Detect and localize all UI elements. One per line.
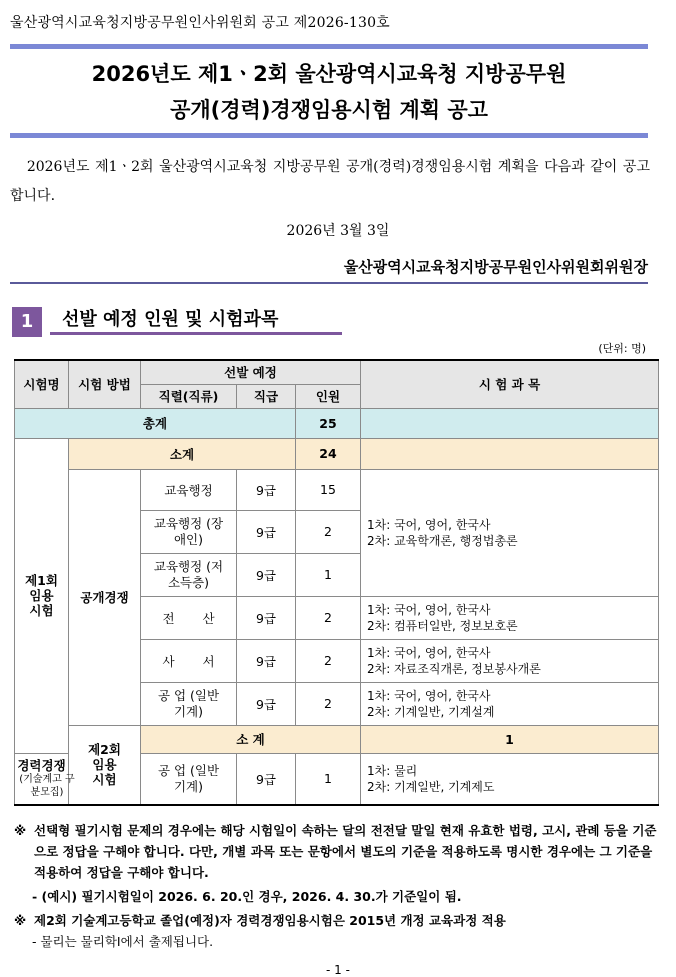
notice-id: 울산광역시교육청지방공무원인사위원회 공고 제2026-130호 (10, 15, 390, 31)
header-count: 인원 (296, 384, 361, 408)
title-line-1: 2026년도 제1ㆍ2회 울산광역시교육청 지방공무원 (91, 62, 567, 86)
job-text: 공 업 (일반기계) (157, 762, 220, 794)
issuer: 울산광역시교육청지방공무원인사위원회위원장 (343, 258, 648, 276)
header-exam-method: 시험 방법 (69, 360, 141, 408)
job-cell: 전 산 (141, 596, 237, 639)
header-planned: 선발 예정 (141, 360, 361, 384)
note-2-sub: - 물리는 물리학Ⅰ에서 출제됩니다. (32, 934, 214, 949)
subject-line: 2차: 기계일반, 기계제도 (367, 779, 495, 794)
section-number: 1 (12, 307, 42, 337)
note-2-text: 제2회 기술계고등학교 졸업(예정)자 경력경쟁임용시험은 2015년 개정 교육과정 적용 (34, 913, 506, 928)
subject-line: 2차: 기계일반, 기계설계 (367, 704, 495, 719)
exam2-subtotal-label: 소 계 (141, 725, 361, 753)
job-text: 교육행정 (저소득층) (153, 558, 224, 590)
job-cell: 사 서 (141, 639, 237, 682)
note-1-text: 선택형 필기시험 문제의 경우에는 해당 시험일이 속하는 달의 전전달 말일 현재 유효한 법령, 고시, 관례 등을 기준으로 정답을 구해야 합니다. 다만, 개별 과목 또는 문항에서 별도의 기준을 적용하도록 명시한 경우에는 그 기준을 적용하여 정답을 구해야 합니다. (34, 823, 657, 880)
title-top-rule (10, 44, 648, 49)
count-cell: 2 (296, 596, 361, 639)
total-count: 25 (296, 408, 361, 438)
subjects-cell (361, 596, 659, 639)
page-title (10, 56, 648, 128)
job-text: 공 업 (일반기계) (157, 687, 220, 719)
table-row (15, 469, 659, 510)
grade-cell: 9급 (237, 639, 296, 682)
header-grade: 직급 (237, 384, 296, 408)
header-job: 직렬(직류) (141, 384, 237, 408)
exam2-method-note: (기술계고 구분모집) (19, 774, 75, 799)
count-cell: 2 (296, 639, 361, 682)
grade-cell: 9급 (237, 682, 296, 725)
exam1-method: 공개경쟁 (69, 469, 141, 725)
job-text: 교육행정 (장애인) (153, 515, 224, 547)
title-line-2: 공개(경력)경쟁임용시험 계획 공고 (170, 98, 488, 122)
intro-text (10, 153, 650, 211)
exam1-name (15, 438, 69, 753)
grade-cell: 9급 (237, 553, 296, 596)
job-cell (141, 553, 237, 596)
exam2-subtotal-row (15, 725, 659, 753)
note-mark: ※ (14, 913, 27, 928)
section-title: 선발 예정 인원 및 시험과목 (50, 305, 342, 335)
grade-cell: 9급 (237, 596, 296, 639)
subject-line: 1차: 물리 (367, 763, 418, 778)
subject-line: 2차: 자료조직개론, 정보봉사개론 (367, 661, 541, 676)
subjects-cell (361, 639, 659, 682)
note-mark: ※ (14, 823, 27, 838)
notes (14, 820, 660, 952)
total-label: 총계 (15, 408, 296, 438)
exam2-name (69, 725, 141, 805)
total-subjects (361, 408, 659, 438)
total-row (15, 408, 659, 438)
subject-line: 2차: 컴퓨터일반, 정보보호론 (367, 618, 518, 633)
header-row (15, 360, 659, 384)
subject-line: 1차: 국어, 영어, 한국사 (367, 602, 491, 617)
header-exam-name: 시험명 (15, 360, 69, 408)
exam1-subtotal-count: 24 (296, 438, 361, 469)
subjects-cell (361, 753, 659, 805)
subject-line: 1차: 국어, 영어, 한국사 (367, 517, 491, 532)
issuer-rule (10, 282, 648, 284)
count-cell: 1 (296, 553, 361, 596)
count-cell: 2 (296, 682, 361, 725)
job-cell (141, 510, 237, 553)
subject-line: 1차: 국어, 영어, 한국사 (367, 688, 491, 703)
title-bottom-rule (10, 133, 648, 138)
unit-label: (단위: 명) (598, 342, 646, 355)
intro-sentence: 2026년도 제1ㆍ2회 울산광역시교육청 지방공무원 공개(경력)경쟁임용시험 계획을 다음과 같이 공고합니다. (10, 159, 650, 204)
grade-cell: 9급 (237, 753, 296, 805)
subject-line: 1차: 국어, 영어, 한국사 (367, 645, 491, 660)
count-cell: 2 (296, 510, 361, 553)
exam2-method-text: 경력경쟁 (17, 758, 66, 774)
exam2-subtotal-count: 1 (361, 725, 659, 753)
job-cell (141, 753, 237, 805)
subject-line: 2차: 교육학개론, 행정법총론 (367, 533, 518, 548)
grade-cell: 9급 (237, 510, 296, 553)
count-cell: 1 (296, 753, 361, 805)
header-subjects: 시 험 과 목 (361, 360, 659, 408)
exam1-name-text: 제1회 임용 시험 (25, 573, 58, 618)
note-1 (14, 820, 660, 883)
exam2-name-text: 제2회 임용 시험 (88, 742, 121, 788)
job-cell: 교육행정 (141, 469, 237, 510)
exam2-method (15, 753, 75, 805)
exam1-subtotal-subjects (361, 438, 659, 469)
exam1-subtotal-label: 소계 (69, 438, 296, 469)
job-cell (141, 682, 237, 725)
notice-date: 2026년 3월 3일 (286, 223, 390, 239)
note-1-example: - (예시) 필기시험일이 2026. 6. 20.인 경우, 2026. 4. 30.가 기준일이 됨. (32, 889, 462, 904)
selection-plan-table (14, 359, 659, 806)
count-cell: 15 (296, 469, 361, 510)
grade-cell: 9급 (237, 469, 296, 510)
page-number: - 1 - (326, 963, 350, 977)
subjects-cell (361, 682, 659, 725)
exam1-subtotal-row (15, 438, 659, 469)
subjects-cell (361, 469, 659, 596)
note-2 (14, 910, 660, 931)
